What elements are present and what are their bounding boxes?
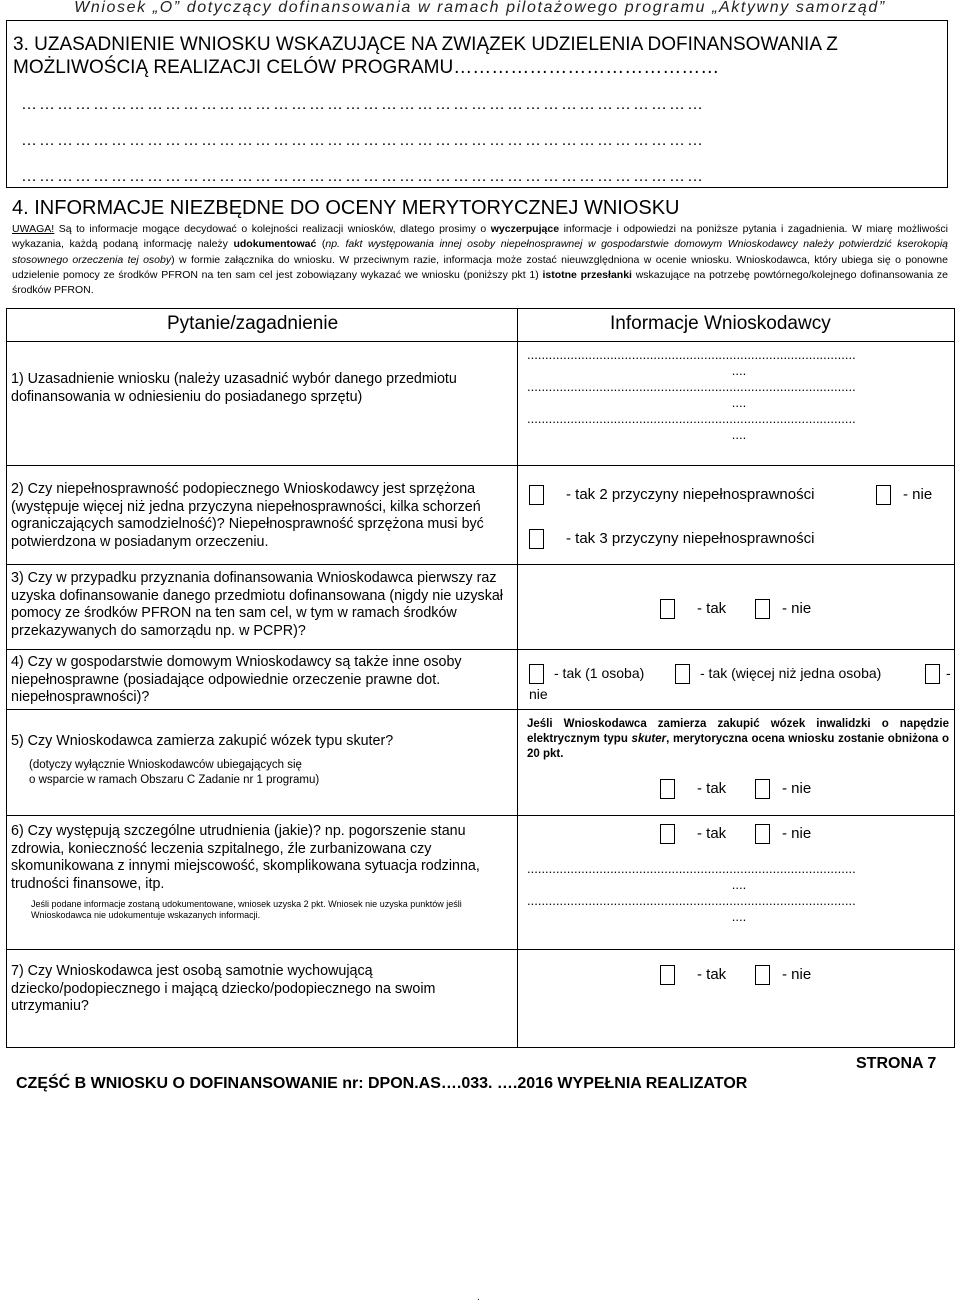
column-header-answer: Informacje Wnioskodawcy — [610, 313, 831, 334]
checkbox[interactable] — [660, 779, 675, 799]
section-4-note: UWAGA! Są to informacje mogące decydować o kolejności realizacji wniosków, dlatego prosimy o wyczerpujące informacje i odpowiedzi na poniższe pytania i zagadnienia. W miarę możliwości wykazania, każdą podaną informację należy udokumentować (np. fakt występowania innej osoby niepełnosprawnej w gospodarstwie domowym Wnioskodawcy należy potwierdzić kserokopią stosownego orzeczenia tej osoby) w formie załącznika do wniosku. W przeciwnym razie, informacja może zostać nieuwzględniona w ocenie wniosku. Wnioskodawca, który ubiega się o ponowne udzielenie pomocy ze środków PFRON na ten sam cel jest zobowiązany wykazać we wniosku (poniższy pkt 1) istotne przesłanki wskazujące na potrzebę powtórnego/kolejnego dofinansowania ze środków PFRON. — [12, 223, 949, 297]
question-2: 2) Czy niepełnosprawność podopiecznego Wnioskodawcy jest sprzężona (występuje więcej niż jedna przyczyna niepełnosprawności, kilka schorzeń ograniczających samodzielność)? Niepełnosprawność sprzężona musi być potwierdzona w posiadanym orzeczeniu. — [11, 481, 484, 550]
answer-line-3[interactable]: …………………………………………………………………………………………………… — [21, 169, 705, 185]
option-yes: - tak — [660, 965, 726, 985]
note-label: UWAGA! — [12, 223, 55, 235]
row-divider — [7, 564, 954, 565]
section-3-title: 3. UZASADNIENIE WNIOSKU WSKAZUJĄCE NA ZWIĄZEK UDZIELENIA DOFINANSOWANIA Z MOŻLIWOŚCIĄ REALIZACJI CELÓW PROGRAMU…………………………………… — [13, 34, 838, 78]
option-yes: - tak — [660, 779, 726, 799]
option-no: - nie — [755, 824, 811, 844]
option-yes: - tak — [660, 599, 726, 619]
section-3-box — [6, 20, 948, 188]
question-3: 3) Czy w przypadku przyznania dofinansowania Wnioskodawca pierwszy raz uzyska dofinansowanie danego przedmiotu dofinansowana (nigdy nie uzyskał pomocy ze środków PFRON na ten sam cel, w tym w ramach środków przekazywanych do samorządu np. w PCPR)? — [11, 570, 503, 639]
checkbox[interactable] — [660, 965, 675, 985]
option-no: - nie — [755, 599, 811, 619]
question-1: 1) Uzasadnienie wniosku (należy uzasadnić wybór danego przedmiotu dofinansowania w odniesieniu do posiadanego sprzętu) — [11, 371, 457, 405]
checkbox[interactable] — [660, 824, 675, 844]
document-header: Wniosek „O” dotyczący dofinansowania w ramach pilotażowego programu „Aktywny samorząd” — [74, 0, 886, 16]
option-no-continued: nie — [529, 686, 548, 702]
checkbox[interactable] — [755, 599, 770, 619]
section-4-title: 4. INFORMACJE NIEZBĘDNE DO OCENY MERYTORYCZNEJ WNIOSKU — [12, 197, 680, 219]
option-2-causes: - tak 2 przyczyny niepełnosprawności — [529, 485, 814, 505]
checkbox[interactable] — [925, 664, 940, 684]
row-divider — [7, 465, 954, 466]
question-6: 6) Czy występują szczególne utrudnienia (jakie)? np. pogorszenie stanu zdrowia, konieczność leczenia szpitalnego, źle zurbanizowana czy skomunikowana z innymi miejscowość, skomplikowana sytuacja rodzinna, trudności finansowe, itp. Jeśli podane informacje zostaną udokumentowane, wniosek uzyska 2 pkt. Wniosek nie uzyska punktów jeśli Wnioskodawca nie udokumentuje wskazanych informacji. — [11, 823, 480, 921]
checkbox[interactable] — [529, 664, 544, 684]
answer-line-1[interactable]: …………………………………………………………………………………………………… — [21, 97, 705, 113]
row-divider — [7, 815, 954, 816]
checkbox[interactable] — [755, 965, 770, 985]
part-b-footer: CZĘŚĆ B WNIOSKU O DOFINANSOWANIE nr: DPON.AS….033. ….2016 WYPEŁNIA REALIZATOR — [16, 1075, 748, 1092]
column-header-question: Pytanie/zagadnienie — [167, 313, 339, 334]
option-no: - nie — [755, 965, 811, 985]
option-no: - nie — [755, 779, 811, 799]
option-more-persons: - tak (więcej niż jedna osoba) — [675, 664, 881, 684]
checkbox[interactable] — [529, 529, 544, 549]
row-divider — [7, 649, 954, 650]
checkbox[interactable] — [529, 485, 544, 505]
scooter-info: Jeśli Wnioskodawca zamierza zakupić wózek inwalidzki o napędzie elektrycznym typu skuter, merytoryczna ocena wniosku zostanie obniżona o 20 pkt. — [527, 718, 949, 760]
question-4: 4) Czy w gospodarstwie domowym Wnioskodawcy są także inne osoby niepełnosprawne (posiadające odpowiednie orzeczenie prawne dot. niepełnosprawności)? — [11, 654, 462, 706]
checkbox[interactable] — [876, 485, 891, 505]
checkbox[interactable] — [755, 779, 770, 799]
option-no: - — [925, 664, 951, 684]
checkbox[interactable] — [660, 599, 675, 619]
assessment-table — [6, 308, 955, 1048]
question-5: 5) Czy Wnioskodawca zamierza zakupić wózek typu skuter? (dotyczy wyłącznie Wnioskodawców ubiegających się o wsparcie w ramach Obszaru C Zadanie nr 1 programu) — [11, 733, 394, 786]
answer-6-field[interactable]: ........................................................................................... .... ........................................................................................... .... — [527, 861, 856, 924]
option-no: - nie — [876, 485, 932, 505]
title-dots: …………………………………… — [453, 57, 720, 78]
row-divider — [7, 709, 954, 710]
option-yes: - tak — [660, 824, 726, 844]
page-number: STRONA 7 — [856, 1055, 937, 1072]
column-divider — [517, 309, 518, 1047]
question-7: 7) Czy Wnioskodawca jest osobą samotnie wychowującą dziecko/podopiecznego i mającą dziecko/podopiecznego na swoim utrzymaniu? — [11, 963, 436, 1015]
row-divider — [7, 341, 954, 342]
bottom-mark: . — [477, 1292, 480, 1303]
checkbox[interactable] — [675, 664, 690, 684]
answer-1-field[interactable]: ........................................................................................... .... ........................................................................................... .... ........................................................................................... .... — [527, 347, 856, 442]
option-3-causes: - tak 3 przyczyny niepełnosprawności — [529, 529, 814, 549]
option-one-person: - tak (1 osoba) — [529, 664, 644, 684]
row-divider — [7, 949, 954, 950]
checkbox[interactable] — [755, 824, 770, 844]
answer-line-2[interactable]: …………………………………………………………………………………………………… — [21, 133, 705, 149]
